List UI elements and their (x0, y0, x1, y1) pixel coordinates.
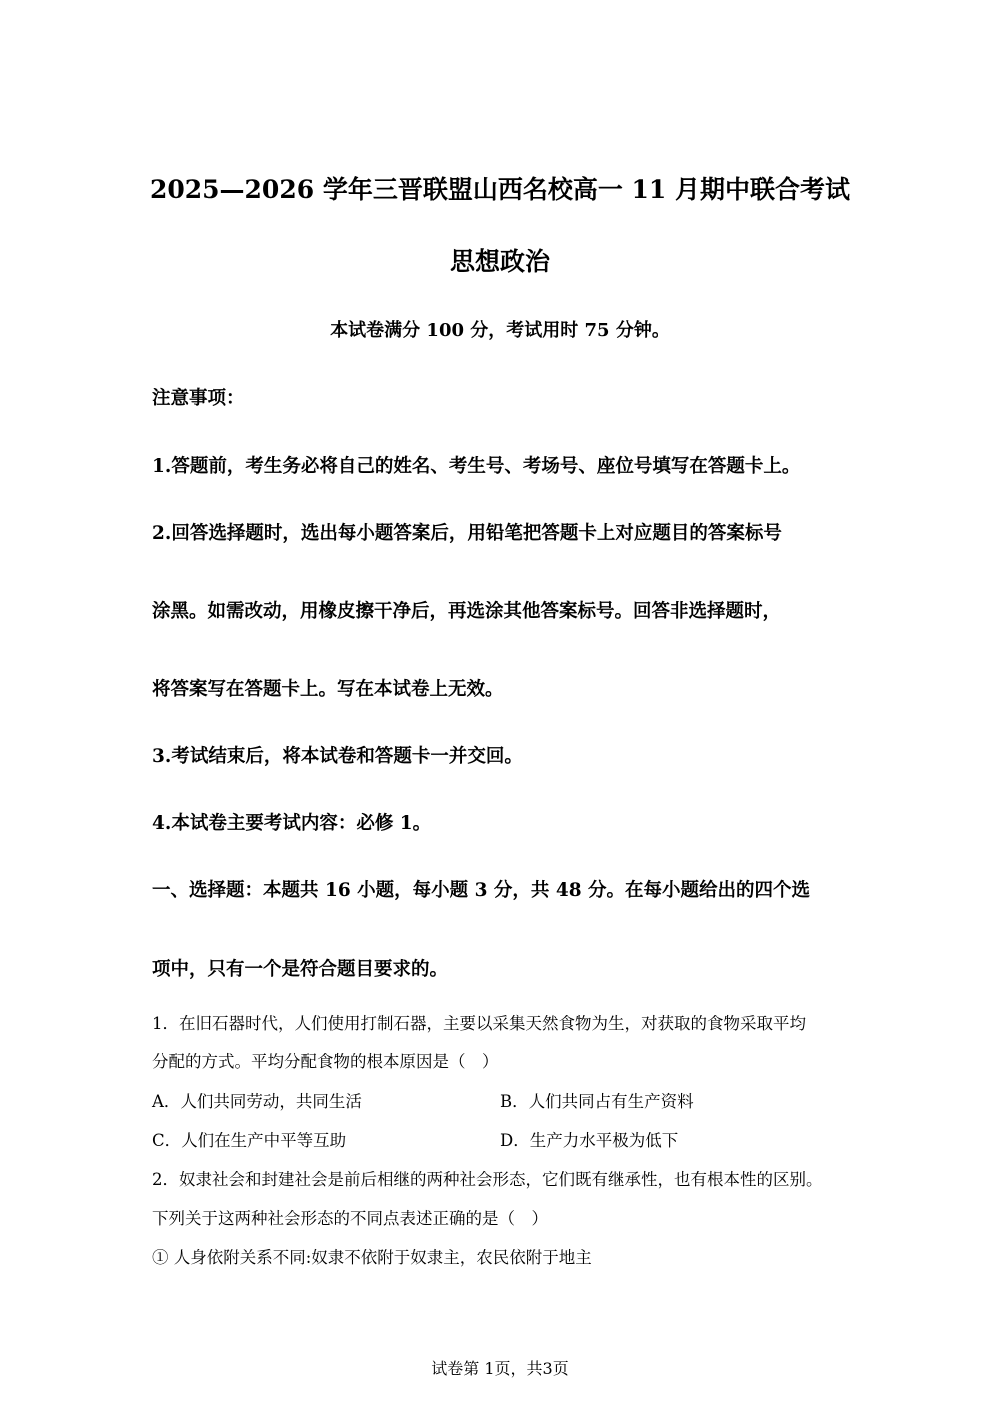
exam-info: 本试卷满分 100 分，考试用时 75 分钟。 (330, 320, 670, 341)
notes-heading: 注意事项： (152, 388, 245, 409)
question-2-item-1: ① 人身依附关系不同:奴隶不依附于奴隶主，农民依附于地主 (152, 1248, 592, 1267)
exam-title: 2025—2026 学年三晋联盟山西名校高一 11 月期中联合考试 (149, 175, 851, 204)
note-item-3: 3.考试结束后，将本试卷和答题卡一并交回。 (152, 746, 523, 767)
note-item-1: 1.答题前，考生务必将自己的姓名、考生号、考场号、座位号填写在答题卡上。 (152, 456, 801, 477)
question-2-stem-line-2: 下列关于这两种社会形态的不同点表述正确的是（ ） (152, 1209, 548, 1228)
section-heading-line-2: 项中，只有一个是符合题目要求的。 (152, 959, 449, 980)
question-2-stem-line-1: 2．奴隶社会和封建社会是前后相继的两种社会形态，它们既有继承性，也有根本性的区别。 (152, 1170, 823, 1189)
note-item-4: 4.本试卷主要考试内容：必修 1。 (152, 813, 432, 834)
note-item-2-line-2: 涂黑。如需改动，用橡皮擦干净后，再选涂其他答案标号。回答非选择题时， (152, 601, 782, 622)
question-1-option-a: A．人们共同劳动，共同生活 (152, 1092, 362, 1111)
subject-title: 思想政治 (449, 247, 550, 276)
question-1-option-b: B．人们共同占有生产资料 (500, 1092, 694, 1111)
section-heading-line-1: 一、选择题：本题共 16 小题，每小题 3 分，共 48 分。在每小题给出的四个选 (152, 880, 811, 901)
question-1-option-c: C．人们在生产中平等互助 (152, 1131, 347, 1150)
note-item-2-line-3: 将答案写在答题卡上。写在本试卷上无效。 (152, 679, 504, 700)
note-item-2-line-1: 2.回答选择题时，选出每小题答案后，用铅笔把答题卡上对应题目的答案标号 (152, 523, 782, 544)
question-1-stem-line-2: 分配的方式。平均分配食物的根本原因是（ ） (152, 1052, 499, 1071)
question-1-stem-line-1: 1．在旧石器时代，人们使用打制石器，主要以采集天然食物为生，对获取的食物采取平均 (152, 1014, 806, 1033)
question-1-option-d: D．生产力水平极为低下 (500, 1131, 679, 1150)
page-footer: 试卷第 1页，共3页 (431, 1359, 569, 1378)
